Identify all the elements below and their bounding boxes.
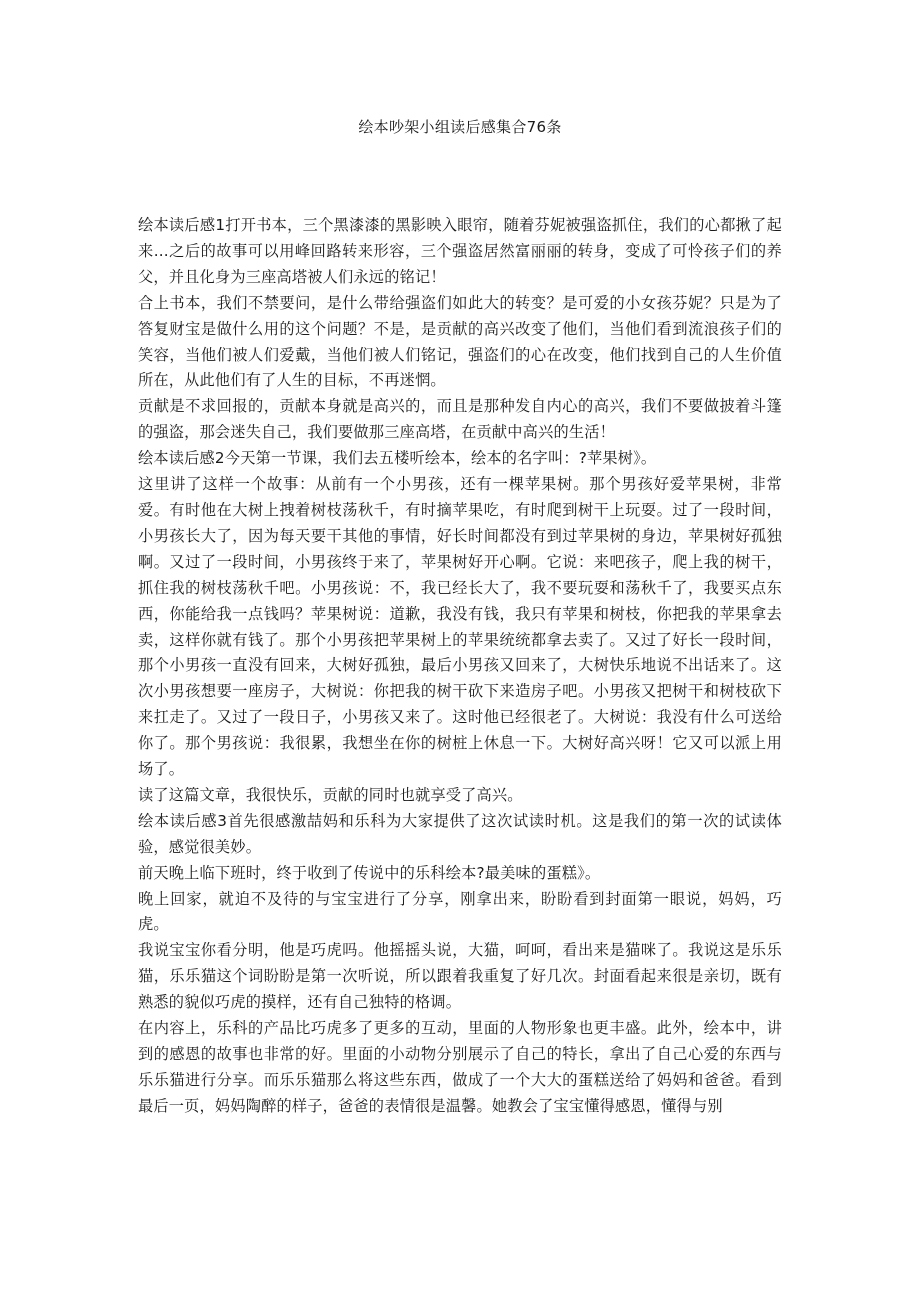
document-body — [138, 213, 782, 1120]
paragraph-2: 合上书本，我们不禁要问，是什么带给强盗们如此大的转变？是可爱的小女孩芬妮？只是为了答复财宝是做什么用的这个问题？不是，是贡献的高兴改变了他们，当他们看到流浪孩子们的笑容，当他们被人们爱戴，当他们被人们铭记，强盗们的心在改变，他们找到自己的人生价值所在，从此他们有了人生的目标，不再迷惘。 — [138, 293, 782, 390]
paragraph-6: 读了这篇文章，我很快乐，贡献的同时也就享受了高兴。 — [138, 785, 523, 804]
paragraph-1: 绘本读后感1打开书本，三个黑漆漆的黑影映入眼帘，随着芬妮被强盗抓住，我们的心都揪了起来...之后的故事可以用峰回路转来形容，三个强盗居然富丽丽的转身，变成了可怜孩子们的养父，并且化身为三座高塔被人们永远的铭记！ — [138, 216, 782, 286]
paragraph-4: 绘本读后感2今天第一节课，我们去五楼听绘本，绘本的名字叫：?苹果树》。 — [138, 449, 657, 468]
document-title: 绘本吵架小组读后感集合76条 — [358, 118, 562, 136]
paragraph-9: 晚上回家，就迫不及待的与宝宝进行了分享，刚拿出来，盼盼看到封面第一眼说，妈妈，巧虎。 — [138, 889, 782, 934]
paragraph-7: 绘本读后感3首先很感激喆妈和乐科为大家提供了这次试读时机。这是我们的第一次的试读体验，感觉很美妙。 — [138, 811, 782, 856]
paragraph-8: 前天晚上临下班时，终于收到了传说中的乐科绘本?最美味的蛋糕》。 — [138, 863, 601, 882]
paragraph-11: 在内容上，乐科的产品比巧虎多了更多的互动，里面的人物形象也更丰盛。此外，绘本中，讲到的感恩的故事也非常的好。里面的小动物分别展示了自己的特长，拿出了自己心爱的东西与乐乐猫进行分享。而乐乐猫那么将这些东西，做成了一个大大的蛋糕送给了妈妈和爸爸。看到最后一页，妈妈陶醉的样子，爸爸的表情很是温馨。她教会了宝宝懂得感恩，懂得与别 — [138, 1019, 782, 1115]
paragraph-5: 这里讲了这样一个故事：从前有一个小男孩，还有一棵苹果树。那个男孩好爱苹果树，非常爱。有时他在大树上拽着树枝荡秋千，有时摘苹果吃，有时爬到树干上玩耍。过了一段时间，小男孩长大了，因为每天要干其他的事情，好长时间都没有到过苹果树的身边，苹果树好孤独啊。又过了一段时间，小男孩终于来了，苹果树好开心啊。它说：来吧孩子，爬上我的树干，抓住我的树枝荡秋千吧。小男孩说：不，我已经长大了，我不要玩耍和荡秋千了，我要买点东西，你能给我一点钱吗？苹果树说：道歉，我没有钱，我只有苹果和树枝，你把我的苹果拿去卖，这样你就有钱了。那个小男孩把苹果树上的苹果统统都拿去卖了。又过了好长一段时间，那个小男孩一直没有回来，大树好孤独，最后小男孩又回来了，大树快乐地说不出话来了。这次小男孩想要一座房子，大树说：你把我的树干砍下来造房子吧。小男孩又把树干和树枝砍下来扛走了。又过了一段日子，小男孩又来了。这时他已经很老了。大树说：我没有什么可送给你了。那个男孩说：我很累，我想坐在你的树桩上休息一下。大树好高兴呀！它又可以派上用场了。 — [138, 475, 782, 779]
paragraph-3: 贡献是不求回报的，贡献本身就是高兴的，而且是那种发自内心的高兴，我们不要做披着斗篷的强盗，那会迷失自己，我们要做那三座高塔，在贡献中高兴的生活！ — [138, 397, 782, 442]
paragraph-10: 我说宝宝你看分明，他是巧虎吗。他摇摇头说，大猫，呵呵，看出来是猫咪了。我说这是乐乐猫，乐乐猫这个词盼盼是第一次听说，所以跟着我重复了好几次。封面看起来很是亲切，既有熟悉的貌似巧虎的摸样，还有自己独特的格调。 — [138, 941, 782, 1012]
